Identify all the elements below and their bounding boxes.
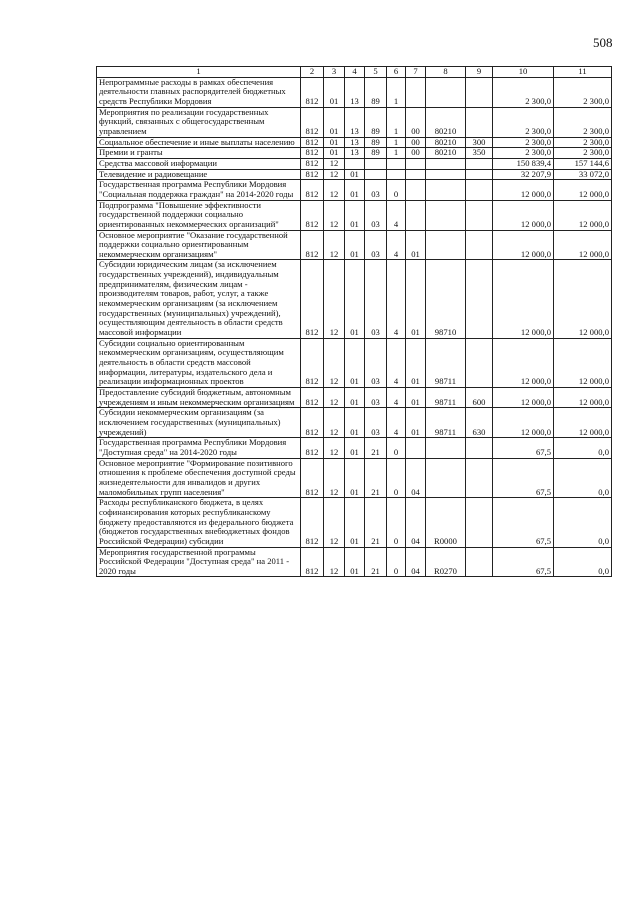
cell-subprogram: 0 [387, 498, 406, 547]
cell-amount-2019: 33 072,0 [554, 169, 612, 180]
cell-amount-2019: 0,0 [554, 547, 612, 577]
cell-event: 04 [406, 547, 426, 577]
cell-program: 89 [365, 137, 387, 148]
cell-name: Субсидии некоммерческим организациям (за исключением государственных (муниципальных) учреждений) [97, 408, 301, 438]
column-header-7: 7 [406, 67, 426, 78]
cell-subsection: 01 [345, 260, 365, 338]
cell-subsection: 01 [345, 458, 365, 498]
cell-program: 89 [365, 148, 387, 159]
cell-section: 12 [324, 158, 345, 169]
cell-amount-2019: 12 000,0 [554, 230, 612, 260]
cell-direction: 80210 [426, 107, 466, 137]
column-header-10: 10 [493, 67, 554, 78]
cell-amount-2018: 12 000,0 [493, 338, 554, 387]
cell-direction [426, 77, 466, 107]
cell-expense-type [466, 180, 493, 200]
cell-name: Субсидии социально ориентированным некоммерческим организациям, осуществляющим деятельность в области средств массовой информации, литературы, издательского дела и реализации информационных проектов [97, 338, 301, 387]
cell-expense-type [466, 77, 493, 107]
cell-amount-2018: 67,5 [493, 458, 554, 498]
table-row [97, 158, 612, 169]
cell-name: Расходы республиканского бюджета, в целях софинансирования которых республиканскому бюджету предоставляются из федерального бюджета (бюджетов государственных внебюджетных фондов Российской Федерации) субсидии [97, 498, 301, 547]
cell-amount-2018: 12 000,0 [493, 180, 554, 200]
table-row [97, 338, 612, 387]
cell-amount-2019: 157 144,6 [554, 158, 612, 169]
page-number: 508 [593, 35, 613, 50]
cell-event: 00 [406, 107, 426, 137]
cell-subsection: 01 [345, 230, 365, 260]
cell-amount-2018: 12 000,0 [493, 200, 554, 230]
cell-amount-2019: 12 000,0 [554, 200, 612, 230]
cell-subsection: 13 [345, 77, 365, 107]
cell-program: 21 [365, 498, 387, 547]
cell-chapter: 812 [301, 438, 324, 458]
cell-section: 12 [324, 200, 345, 230]
cell-chapter: 812 [301, 230, 324, 260]
cell-amount-2019: 2 300,0 [554, 107, 612, 137]
cell-event: 01 [406, 338, 426, 387]
cell-section: 12 [324, 458, 345, 498]
cell-name: Субсидии юридическим лицам (за исключением государственных учреждений), индивидуальным предпринимателям, физическим лицам - производителям товаров, работ, услуг, а также некоммерческим организациям (за исключением государственных (муниципальных) учреждений), осуществляющим деятельность в области средств массовой информации [97, 260, 301, 338]
cell-section: 12 [324, 180, 345, 200]
cell-direction: 80210 [426, 148, 466, 159]
cell-amount-2018: 12 000,0 [493, 408, 554, 438]
cell-amount-2018: 150 839,4 [493, 158, 554, 169]
cell-section: 12 [324, 230, 345, 260]
cell-direction: R0270 [426, 547, 466, 577]
cell-chapter: 812 [301, 158, 324, 169]
cell-expense-type [466, 260, 493, 338]
cell-subsection: 13 [345, 137, 365, 148]
cell-amount-2019: 2 300,0 [554, 137, 612, 148]
cell-direction: 98711 [426, 338, 466, 387]
cell-event [406, 77, 426, 107]
cell-direction [426, 180, 466, 200]
cell-expense-type [466, 438, 493, 458]
cell-event: 04 [406, 498, 426, 547]
cell-program: 21 [365, 547, 387, 577]
table-header-row [97, 67, 612, 78]
column-header-1: 1 [97, 67, 301, 78]
cell-subprogram: 4 [387, 230, 406, 260]
cell-subsection: 01 [345, 408, 365, 438]
cell-section: 01 [324, 148, 345, 159]
cell-direction: 98711 [426, 408, 466, 438]
cell-expense-type [466, 498, 493, 547]
cell-direction [426, 438, 466, 458]
cell-event: 04 [406, 458, 426, 498]
cell-section: 12 [324, 388, 345, 408]
table-row [97, 547, 612, 577]
cell-chapter: 812 [301, 77, 324, 107]
column-header-3: 3 [324, 67, 345, 78]
table-row [97, 260, 612, 338]
cell-name: Основное мероприятие "Формирование позитивного отношения к проблеме обеспечения доступной среды жизнедеятельности для инвалидов и других маломобильных групп населения" [97, 458, 301, 498]
cell-amount-2019: 0,0 [554, 498, 612, 547]
cell-program [365, 169, 387, 180]
cell-direction: 80210 [426, 137, 466, 148]
cell-event: 01 [406, 408, 426, 438]
cell-expense-type: 600 [466, 388, 493, 408]
cell-program: 89 [365, 107, 387, 137]
cell-program [365, 158, 387, 169]
table-row [97, 408, 612, 438]
cell-event [406, 180, 426, 200]
cell-amount-2018: 2 300,0 [493, 77, 554, 107]
cell-amount-2019: 0,0 [554, 458, 612, 498]
cell-expense-type [466, 169, 493, 180]
cell-amount-2018: 2 300,0 [493, 107, 554, 137]
cell-direction [426, 230, 466, 260]
cell-subprogram: 0 [387, 458, 406, 498]
cell-program: 03 [365, 388, 387, 408]
cell-name: Государственная программа Республики Мордовия "Социальная поддержка граждан" на 2014-2020 годы [97, 180, 301, 200]
cell-chapter: 812 [301, 408, 324, 438]
cell-section: 12 [324, 260, 345, 338]
cell-expense-type [466, 230, 493, 260]
cell-subprogram: 1 [387, 137, 406, 148]
cell-chapter: 812 [301, 148, 324, 159]
cell-direction [426, 169, 466, 180]
cell-section: 12 [324, 547, 345, 577]
cell-subprogram: 1 [387, 77, 406, 107]
table-row [97, 148, 612, 159]
table-row [97, 388, 612, 408]
cell-event [406, 169, 426, 180]
cell-amount-2019: 12 000,0 [554, 180, 612, 200]
cell-direction: R0000 [426, 498, 466, 547]
cell-chapter: 812 [301, 180, 324, 200]
cell-expense-type [466, 200, 493, 230]
cell-subprogram [387, 169, 406, 180]
cell-amount-2019: 2 300,0 [554, 148, 612, 159]
cell-section: 01 [324, 77, 345, 107]
cell-name: Непрограммные расходы в рамках обеспечения деятельности главных распорядителей бюджетных средств Республики Мордовия [97, 77, 301, 107]
table-row [97, 180, 612, 200]
cell-event [406, 158, 426, 169]
cell-name: Подпрограмма "Повышение эффективности государственной поддержки социально ориентированных некоммерческих организаций" [97, 200, 301, 230]
column-header-6: 6 [387, 67, 406, 78]
cell-chapter: 812 [301, 338, 324, 387]
cell-subsection: 01 [345, 388, 365, 408]
cell-subprogram: 1 [387, 148, 406, 159]
cell-subprogram [387, 158, 406, 169]
cell-chapter: 812 [301, 200, 324, 230]
cell-direction: 98710 [426, 260, 466, 338]
cell-program: 03 [365, 260, 387, 338]
cell-name: Средства массовой информации [97, 158, 301, 169]
cell-subprogram: 4 [387, 200, 406, 230]
cell-event [406, 438, 426, 458]
cell-amount-2019: 12 000,0 [554, 338, 612, 387]
cell-subprogram: 0 [387, 547, 406, 577]
cell-subsection: 01 [345, 498, 365, 547]
column-header-9: 9 [466, 67, 493, 78]
cell-amount-2019: 12 000,0 [554, 260, 612, 338]
cell-amount-2018: 2 300,0 [493, 137, 554, 148]
cell-section: 12 [324, 169, 345, 180]
cell-subprogram: 0 [387, 438, 406, 458]
column-header-5: 5 [365, 67, 387, 78]
cell-program: 03 [365, 180, 387, 200]
cell-subsection: 01 [345, 338, 365, 387]
cell-subsection: 01 [345, 169, 365, 180]
cell-section: 12 [324, 338, 345, 387]
cell-section: 01 [324, 137, 345, 148]
cell-amount-2018: 12 000,0 [493, 230, 554, 260]
cell-name: Государственная программа Республики Мордовия "Доступная среда" на 2014-2020 годы [97, 438, 301, 458]
cell-program: 03 [365, 338, 387, 387]
budget-table [96, 66, 612, 577]
cell-amount-2019: 0,0 [554, 438, 612, 458]
cell-amount-2018: 12 000,0 [493, 388, 554, 408]
cell-direction [426, 458, 466, 498]
cell-subprogram: 4 [387, 260, 406, 338]
cell-amount-2019: 2 300,0 [554, 77, 612, 107]
column-header-2: 2 [301, 67, 324, 78]
cell-chapter: 812 [301, 458, 324, 498]
column-header-11: 11 [554, 67, 612, 78]
cell-event: 01 [406, 388, 426, 408]
cell-subprogram: 1 [387, 107, 406, 137]
table-row [97, 137, 612, 148]
cell-expense-type: 350 [466, 148, 493, 159]
cell-chapter: 812 [301, 547, 324, 577]
cell-section: 12 [324, 498, 345, 547]
table-row [97, 77, 612, 107]
cell-amount-2018: 32 207,9 [493, 169, 554, 180]
cell-chapter: 812 [301, 137, 324, 148]
cell-amount-2019: 12 000,0 [554, 408, 612, 438]
cell-section: 12 [324, 438, 345, 458]
cell-subsection: 01 [345, 180, 365, 200]
cell-direction: 98711 [426, 388, 466, 408]
cell-name: Основное мероприятие "Оказание государственной поддержки социально ориентированным некоммерческим организациям" [97, 230, 301, 260]
cell-name: Социальное обеспечение и иные выплаты населению [97, 137, 301, 148]
cell-name: Предоставление субсидий бюджетным, автономным учреждениям и иным некоммерческим организациям [97, 388, 301, 408]
column-header-4: 4 [345, 67, 365, 78]
cell-subsection: 13 [345, 148, 365, 159]
cell-event: 01 [406, 260, 426, 338]
cell-section: 01 [324, 107, 345, 137]
cell-program: 21 [365, 458, 387, 498]
cell-subprogram: 4 [387, 388, 406, 408]
cell-expense-type: 630 [466, 408, 493, 438]
cell-amount-2018: 12 000,0 [493, 260, 554, 338]
cell-name: Мероприятия по реализации государственных функций, связанных с общегосударственным управлением [97, 107, 301, 137]
cell-program: 03 [365, 230, 387, 260]
cell-amount-2018: 67,5 [493, 438, 554, 458]
cell-amount-2018: 2 300,0 [493, 148, 554, 159]
table-row [97, 438, 612, 458]
cell-chapter: 812 [301, 107, 324, 137]
cell-chapter: 812 [301, 388, 324, 408]
cell-section: 12 [324, 408, 345, 438]
table-body [97, 77, 612, 577]
cell-expense-type [466, 458, 493, 498]
table-row [97, 458, 612, 498]
cell-subsection: 01 [345, 200, 365, 230]
cell-subprogram: 0 [387, 180, 406, 200]
cell-event: 00 [406, 137, 426, 148]
cell-event [406, 200, 426, 230]
cell-subsection: 01 [345, 547, 365, 577]
cell-name: Премии и гранты [97, 148, 301, 159]
cell-program: 03 [365, 408, 387, 438]
cell-chapter: 812 [301, 260, 324, 338]
cell-subsection [345, 158, 365, 169]
cell-expense-type: 300 [466, 137, 493, 148]
table-row [97, 498, 612, 547]
cell-amount-2019: 12 000,0 [554, 388, 612, 408]
cell-program: 21 [365, 438, 387, 458]
column-header-8: 8 [426, 67, 466, 78]
cell-event: 01 [406, 230, 426, 260]
table-row [97, 169, 612, 180]
cell-subsection: 01 [345, 438, 365, 458]
table-row [97, 230, 612, 260]
cell-amount-2018: 67,5 [493, 547, 554, 577]
cell-direction [426, 158, 466, 169]
table-row [97, 107, 612, 137]
cell-program: 03 [365, 200, 387, 230]
cell-subsection: 13 [345, 107, 365, 137]
cell-subprogram: 4 [387, 408, 406, 438]
cell-amount-2018: 67,5 [493, 498, 554, 547]
cell-expense-type [466, 107, 493, 137]
table-row [97, 200, 612, 230]
cell-subprogram: 4 [387, 338, 406, 387]
cell-name: Мероприятия государственной программы Российской Федерации "Доступная среда" на 2011 - 2020 годы [97, 547, 301, 577]
cell-name: Телевидение и радиовещание [97, 169, 301, 180]
cell-expense-type [466, 338, 493, 387]
cell-direction [426, 200, 466, 230]
cell-expense-type [466, 547, 493, 577]
cell-chapter: 812 [301, 169, 324, 180]
cell-expense-type [466, 158, 493, 169]
cell-event: 00 [406, 148, 426, 159]
cell-chapter: 812 [301, 498, 324, 547]
cell-program: 89 [365, 77, 387, 107]
